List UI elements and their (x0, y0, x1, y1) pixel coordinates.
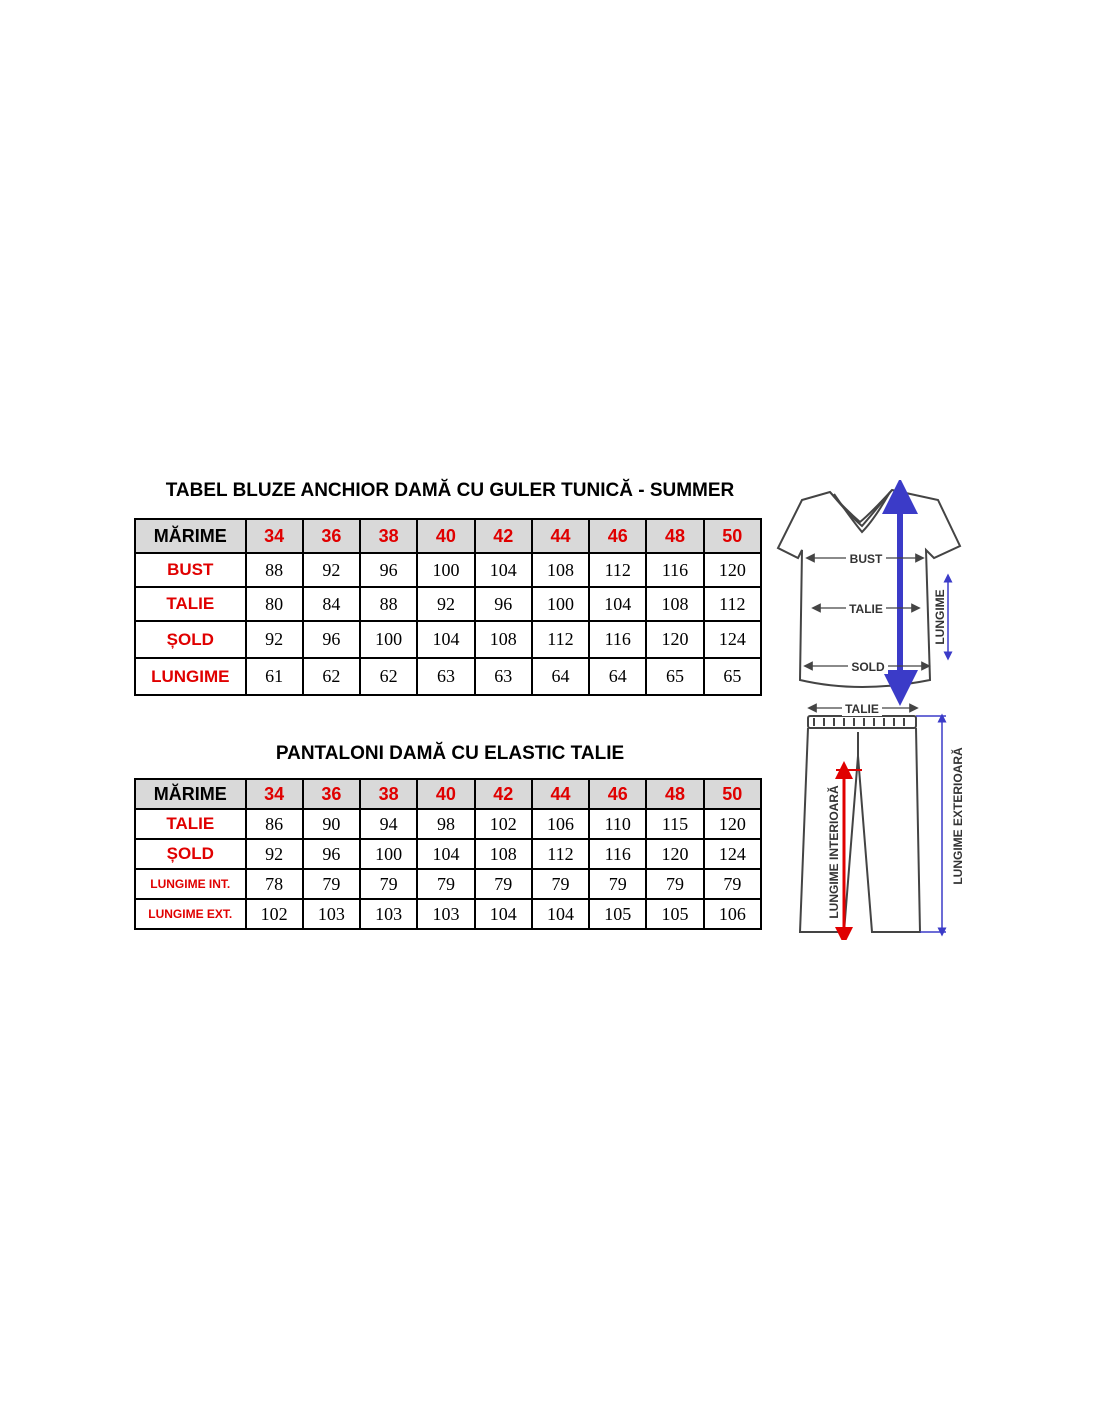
value-cell: 115 (646, 809, 703, 839)
value-cell: 79 (360, 869, 417, 899)
value-cell: 103 (360, 899, 417, 929)
value-cell: 63 (475, 658, 532, 695)
size-cell: 36 (303, 779, 360, 809)
value-cell: 79 (704, 869, 761, 899)
row-label: BUST (135, 553, 246, 587)
blouse-size-table (134, 518, 762, 696)
size-cell: 38 (360, 779, 417, 809)
value-cell: 96 (303, 839, 360, 869)
value-cell: 104 (532, 899, 589, 929)
table-row (135, 658, 761, 695)
pants-size-table (134, 778, 762, 930)
value-cell: 92 (246, 621, 303, 658)
value-cell: 100 (360, 839, 417, 869)
value-cell: 79 (417, 869, 474, 899)
value-cell: 79 (475, 869, 532, 899)
size-cell: 46 (589, 519, 646, 553)
value-cell: 106 (532, 809, 589, 839)
value-cell: 78 (246, 869, 303, 899)
row-label: LUNGIME (135, 658, 246, 695)
value-cell: 120 (646, 839, 703, 869)
size-cell: 38 (360, 519, 417, 553)
table-header-row (135, 519, 761, 553)
value-cell: 112 (704, 587, 761, 621)
value-cell: 92 (246, 839, 303, 869)
value-cell: 120 (704, 553, 761, 587)
value-cell: 116 (589, 621, 646, 658)
size-cell: 48 (646, 519, 703, 553)
value-cell: 62 (360, 658, 417, 695)
value-cell: 110 (589, 809, 646, 839)
row-label: LUNGIME INT. (135, 869, 246, 899)
table-row (135, 839, 761, 869)
value-cell: 124 (704, 621, 761, 658)
value-cell: 104 (417, 839, 474, 869)
sold-label: SOLD (851, 660, 885, 674)
size-header-label: MĂRIME (135, 519, 246, 553)
shirt-outline (778, 490, 960, 687)
value-cell: 100 (360, 621, 417, 658)
value-cell: 64 (532, 658, 589, 695)
value-cell: 108 (475, 621, 532, 658)
value-cell: 63 (417, 658, 474, 695)
value-cell: 116 (646, 553, 703, 587)
size-cell: 36 (303, 519, 360, 553)
lungime-label: LUNGIME (933, 589, 947, 645)
size-cell: 42 (475, 519, 532, 553)
value-cell: 103 (303, 899, 360, 929)
table-row (135, 553, 761, 587)
value-cell: 116 (589, 839, 646, 869)
value-cell: 61 (246, 658, 303, 695)
size-cell: 50 (704, 519, 761, 553)
table-row (135, 899, 761, 929)
value-cell: 104 (475, 899, 532, 929)
value-cell: 100 (417, 553, 474, 587)
value-cell: 79 (589, 869, 646, 899)
value-cell: 102 (246, 899, 303, 929)
value-cell: 112 (589, 553, 646, 587)
table-header-row (135, 779, 761, 809)
size-cell: 44 (532, 779, 589, 809)
value-cell: 79 (303, 869, 360, 899)
value-cell: 105 (646, 899, 703, 929)
value-cell: 79 (532, 869, 589, 899)
row-label: TALIE (135, 809, 246, 839)
table-row (135, 587, 761, 621)
value-cell: 120 (704, 809, 761, 839)
value-cell: 120 (646, 621, 703, 658)
value-cell: 96 (360, 553, 417, 587)
table-row (135, 869, 761, 899)
size-cell: 46 (589, 779, 646, 809)
bust-label: BUST (849, 552, 883, 566)
pants-table-title: PANTALONI DAMĂ CU ELASTIC TALIE (275, 743, 625, 764)
row-label: ȘOLD (135, 621, 246, 658)
pants-outline (800, 716, 920, 932)
value-cell: 88 (360, 587, 417, 621)
size-cell: 34 (246, 779, 303, 809)
value-cell: 103 (417, 899, 474, 929)
value-cell: 108 (475, 839, 532, 869)
value-cell: 104 (417, 621, 474, 658)
value-cell: 108 (532, 553, 589, 587)
value-cell: 65 (646, 658, 703, 695)
value-cell: 79 (646, 869, 703, 899)
blouse-table-title: TABEL BLUZE ANCHIOR DAMĂ CU GULER TUNICĂ - SUMMER (165, 480, 735, 501)
value-cell: 105 (589, 899, 646, 929)
value-cell: 92 (417, 587, 474, 621)
value-cell: 96 (303, 621, 360, 658)
value-cell: 104 (589, 587, 646, 621)
value-cell: 88 (246, 553, 303, 587)
value-cell: 112 (532, 839, 589, 869)
table-row (135, 809, 761, 839)
row-label: LUNGIME EXT. (135, 899, 246, 929)
size-cell: 42 (475, 779, 532, 809)
value-cell: 86 (246, 809, 303, 839)
pants-talie-label: TALIE (845, 702, 879, 716)
size-cell: 44 (532, 519, 589, 553)
size-header-label: MĂRIME (135, 779, 246, 809)
value-cell: 90 (303, 809, 360, 839)
value-cell: 65 (704, 658, 761, 695)
value-cell: 106 (704, 899, 761, 929)
inner-length-label: LUNGIME INTERIOARĂ (827, 785, 841, 919)
value-cell: 62 (303, 658, 360, 695)
value-cell: 108 (646, 587, 703, 621)
size-cell: 40 (417, 779, 474, 809)
value-cell: 100 (532, 587, 589, 621)
outer-length-label: LUNGIME EXTERIOARĂ (951, 747, 965, 885)
value-cell: 80 (246, 587, 303, 621)
value-cell: 102 (475, 809, 532, 839)
size-cell: 40 (417, 519, 474, 553)
value-cell: 104 (475, 553, 532, 587)
value-cell: 96 (475, 587, 532, 621)
measurement-diagram (770, 480, 970, 940)
size-cell: 48 (646, 779, 703, 809)
value-cell: 92 (303, 553, 360, 587)
value-cell: 98 (417, 809, 474, 839)
value-cell: 112 (532, 621, 589, 658)
row-label: TALIE (135, 587, 246, 621)
size-cell: 50 (704, 779, 761, 809)
table-row (135, 621, 761, 658)
value-cell: 84 (303, 587, 360, 621)
value-cell: 94 (360, 809, 417, 839)
size-cell: 34 (246, 519, 303, 553)
value-cell: 64 (589, 658, 646, 695)
value-cell: 124 (704, 839, 761, 869)
talie-label: TALIE (849, 602, 883, 616)
row-label: ȘOLD (135, 839, 246, 869)
